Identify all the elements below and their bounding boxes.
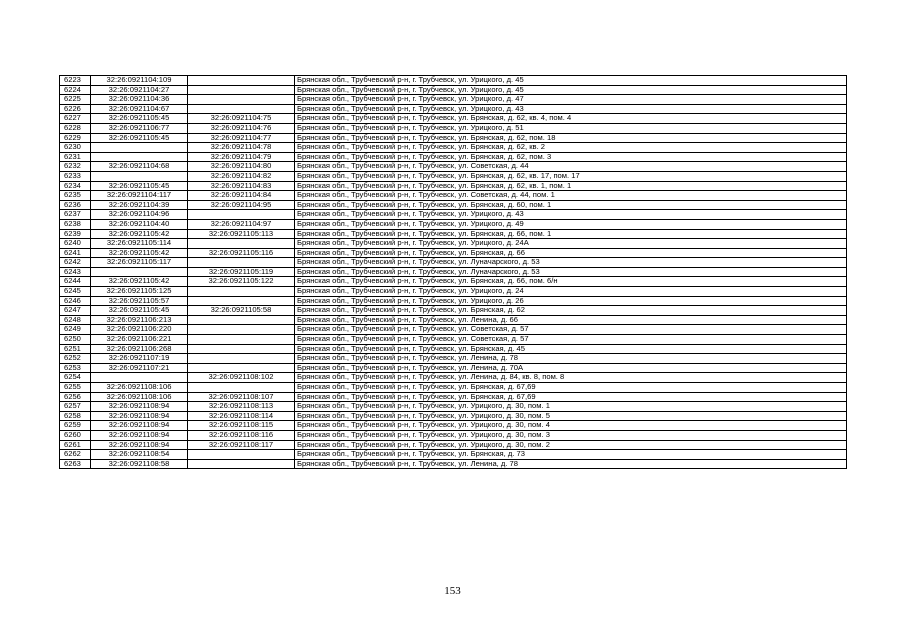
address-cell: Брянская обл., Трубчевский р-н, г. Трубчевск, ул. Брянская, д. 67,69: [295, 383, 847, 393]
parcel-cadastral-cell: 32:26:0921106:268: [91, 344, 188, 354]
object-cadastral-cell: [188, 95, 295, 105]
table-row: [60, 200, 847, 210]
row-number-cell: 6232: [60, 162, 91, 172]
row-number-cell: 6236: [60, 200, 91, 210]
table-row: [60, 239, 847, 249]
table-row: [60, 392, 847, 402]
address-cell: Брянская обл., Трубчевский р-н, г. Трубчевск, ул. Брянская, д. 62, кв. 1, пом. 1: [295, 181, 847, 191]
parcel-cadastral-cell: 32:26:0921106:213: [91, 315, 188, 325]
parcel-cadastral-cell: 32:26:0921106:221: [91, 335, 188, 345]
address-cell: Брянская обл., Трубчевский р-н, г. Трубчевск, ул. Урицкого, д. 47: [295, 95, 847, 105]
row-number-cell: 6259: [60, 421, 91, 431]
parcel-cadastral-cell: 32:26:0921108:106: [91, 383, 188, 393]
table-row: [60, 267, 847, 277]
table-row: [60, 363, 847, 373]
address-cell: Брянская обл., Трубчевский р-н, г. Трубчевск, ул. Брянская, д. 62: [295, 306, 847, 316]
row-number-cell: 6257: [60, 402, 91, 412]
parcel-cadastral-cell: 32:26:0921105:125: [91, 287, 188, 297]
row-number-cell: 6247: [60, 306, 91, 316]
parcel-cadastral-cell: 32:26:0921104:36: [91, 95, 188, 105]
row-number-cell: 6238: [60, 219, 91, 229]
table-row: [60, 152, 847, 162]
address-cell: Брянская обл., Трубчевский р-н, г. Трубчевск, ул. Урицкого, д. 24А: [295, 239, 847, 249]
row-number-cell: 6240: [60, 239, 91, 249]
address-cell: Брянская обл., Трубчевский р-н, г. Трубчевск, ул. Урицкого, д. 45: [295, 76, 847, 86]
parcel-cadastral-cell: 32:26:0921108:94: [91, 421, 188, 431]
object-cadastral-cell: 32:26:0921108:113: [188, 402, 295, 412]
row-number-cell: 6228: [60, 123, 91, 133]
address-cell: Брянская обл., Трубчевский р-н, г. Трубчевск, ул. Брянская, д. 67,69: [295, 392, 847, 402]
row-number-cell: 6225: [60, 95, 91, 105]
parcel-cadastral-cell: 32:26:0921105:45: [91, 181, 188, 191]
parcel-cadastral-cell: 32:26:0921105:42: [91, 277, 188, 287]
table-row: [60, 287, 847, 297]
object-cadastral-cell: [188, 76, 295, 86]
table-row: [60, 181, 847, 191]
object-cadastral-cell: 32:26:0921104:77: [188, 133, 295, 143]
parcel-cadastral-cell: 32:26:0921104:27: [91, 85, 188, 95]
address-cell: Брянская обл., Трубчевский р-н, г. Трубчевск, ул. Брянская, д. 62, кв. 4, пом. 4: [295, 114, 847, 124]
address-cell: Брянская обл., Трубчевский р-н, г. Трубчевск, ул. Урицкого, д. 30, пом. 4: [295, 421, 847, 431]
address-cell: Брянская обл., Трубчевский р-н, г. Трубчевск, ул. Урицкого, д. 26: [295, 296, 847, 306]
object-cadastral-cell: 32:26:0921104:82: [188, 171, 295, 181]
object-cadastral-cell: 32:26:0921105:119: [188, 267, 295, 277]
row-number-cell: 6231: [60, 152, 91, 162]
object-cadastral-cell: 32:26:0921108:114: [188, 411, 295, 421]
address-cell: Брянская обл., Трубчевский р-н, г. Трубчевск, ул. Урицкого, д. 30, пом. 3: [295, 430, 847, 440]
address-cell: Брянская обл., Трубчевский р-н, г. Трубчевск, ул. Брянская, д. 62, кв. 17, пом. 17: [295, 171, 847, 181]
object-cadastral-cell: 32:26:0921108:102: [188, 373, 295, 383]
parcel-cadastral-cell: [91, 267, 188, 277]
table-row: [60, 344, 847, 354]
parcel-cadastral-cell: 32:26:0921108:94: [91, 402, 188, 412]
address-cell: Брянская обл., Трубчевский р-н, г. Трубчевск, ул. Советская, д. 57: [295, 335, 847, 345]
object-cadastral-cell: [188, 354, 295, 364]
parcel-cadastral-cell: 32:26:0921107:21: [91, 363, 188, 373]
row-number-cell: 6258: [60, 411, 91, 421]
parcel-cadastral-cell: 32:26:0921105:42: [91, 229, 188, 239]
object-cadastral-cell: 32:26:0921105:113: [188, 229, 295, 239]
row-number-cell: 6245: [60, 287, 91, 297]
object-cadastral-cell: [188, 450, 295, 460]
table-row: [60, 440, 847, 450]
row-number-cell: 6260: [60, 430, 91, 440]
table-row: [60, 162, 847, 172]
table-body: [60, 76, 847, 469]
address-cell: Брянская обл., Трубчевский р-н, г. Трубчевск, ул. Ленина, д. 66: [295, 315, 847, 325]
row-number-cell: 6251: [60, 344, 91, 354]
object-cadastral-cell: 32:26:0921104:97: [188, 219, 295, 229]
object-cadastral-cell: [188, 104, 295, 114]
object-cadastral-cell: [188, 287, 295, 297]
address-cell: Брянская обл., Трубчевский р-н, г. Трубчевск, ул. Ленина, д. 84, кв. 8, пом. 8: [295, 373, 847, 383]
row-number-cell: 6252: [60, 354, 91, 364]
parcel-cadastral-cell: 32:26:0921108:94: [91, 411, 188, 421]
table-row: [60, 123, 847, 133]
address-cell: Брянская обл., Трубчевский р-н, г. Трубчевск, ул. Урицкого, д. 45: [295, 85, 847, 95]
object-cadastral-cell: [188, 335, 295, 345]
table-row: [60, 421, 847, 431]
parcel-cadastral-cell: 32:26:0921106:77: [91, 123, 188, 133]
row-number-cell: 6241: [60, 248, 91, 258]
table-row: [60, 104, 847, 114]
row-number-cell: 6249: [60, 325, 91, 335]
object-cadastral-cell: 32:26:0921108:117: [188, 440, 295, 450]
parcel-cadastral-cell: 32:26:0921108:58: [91, 459, 188, 469]
parcel-cadastral-cell: 32:26:0921105:45: [91, 306, 188, 316]
row-number-cell: 6253: [60, 363, 91, 373]
object-cadastral-cell: 32:26:0921108:115: [188, 421, 295, 431]
address-cell: Брянская обл., Трубчевский р-н, г. Трубчевск, ул. Урицкого, д. 30, пом. 5: [295, 411, 847, 421]
object-cadastral-cell: [188, 315, 295, 325]
table-row: [60, 430, 847, 440]
row-number-cell: 6243: [60, 267, 91, 277]
parcel-cadastral-cell: 32:26:0921104:68: [91, 162, 188, 172]
row-number-cell: 6263: [60, 459, 91, 469]
parcel-cadastral-cell: [91, 143, 188, 153]
address-cell: Брянская обл., Трубчевский р-н, г. Трубчевск, ул. Ленина, д. 78: [295, 459, 847, 469]
object-cadastral-cell: 32:26:0921104:80: [188, 162, 295, 172]
parcel-cadastral-cell: 32:26:0921104:40: [91, 219, 188, 229]
address-cell: Брянская обл., Трубчевский р-н, г. Трубчевск, ул. Ленина, д. 78: [295, 354, 847, 364]
object-cadastral-cell: 32:26:0921104:78: [188, 143, 295, 153]
address-cell: Брянская обл., Трубчевский р-н, г. Трубчевск, ул. Советская, д. 44, пом. 1: [295, 191, 847, 201]
row-number-cell: 6255: [60, 383, 91, 393]
address-cell: Брянская обл., Трубчевский р-н, г. Трубчевск, ул. Урицкого, д. 51: [295, 123, 847, 133]
row-number-cell: 6248: [60, 315, 91, 325]
object-cadastral-cell: 32:26:0921105:122: [188, 277, 295, 287]
table-row: [60, 219, 847, 229]
address-cell: Брянская обл., Трубчевский р-н, г. Трубчевск, ул. Урицкого, д. 30, пом. 2: [295, 440, 847, 450]
table-row: [60, 335, 847, 345]
parcel-cadastral-cell: 32:26:0921104:39: [91, 200, 188, 210]
parcel-cadastral-cell: 32:26:0921105:45: [91, 114, 188, 124]
parcel-cadastral-cell: 32:26:0921108:94: [91, 430, 188, 440]
row-number-cell: 6246: [60, 296, 91, 306]
object-cadastral-cell: [188, 383, 295, 393]
parcel-cadastral-cell: [91, 171, 188, 181]
address-cell: Брянская обл., Трубчевский р-н, г. Трубчевск, ул. Брянская, д. 66: [295, 248, 847, 258]
address-cell: Брянская обл., Трубчевский р-н, г. Трубчевск, ул. Урицкого, д. 24: [295, 287, 847, 297]
address-cell: Брянская обл., Трубчевский р-н, г. Трубчевск, ул. Брянская, д. 62, пом. 3: [295, 152, 847, 162]
parcel-cadastral-cell: 32:26:0921108:94: [91, 440, 188, 450]
row-number-cell: 6223: [60, 76, 91, 86]
page-number: 153: [444, 585, 461, 597]
object-cadastral-cell: [188, 325, 295, 335]
table-row: [60, 306, 847, 316]
table-row: [60, 248, 847, 258]
table-row: [60, 171, 847, 181]
object-cadastral-cell: 32:26:0921104:83: [188, 181, 295, 191]
table-row: [60, 133, 847, 143]
row-number-cell: 6250: [60, 335, 91, 345]
object-cadastral-cell: 32:26:0921105:116: [188, 248, 295, 258]
table-row: [60, 210, 847, 220]
object-cadastral-cell: [188, 258, 295, 268]
object-cadastral-cell: [188, 210, 295, 220]
object-cadastral-cell: 32:26:0921104:75: [188, 114, 295, 124]
row-number-cell: 6237: [60, 210, 91, 220]
row-number-cell: 6235: [60, 191, 91, 201]
parcel-cadastral-cell: [91, 373, 188, 383]
parcel-cadastral-cell: 32:26:0921105:117: [91, 258, 188, 268]
table-row: [60, 411, 847, 421]
row-number-cell: 6242: [60, 258, 91, 268]
parcel-cadastral-cell: 32:26:0921104:96: [91, 210, 188, 220]
address-cell: Брянская обл., Трубчевский р-н, г. Трубчевск, ул. Урицкого, д. 43: [295, 104, 847, 114]
address-cell: Брянская обл., Трубчевский р-н, г. Трубчевск, ул. Луначарского, д. 53: [295, 267, 847, 277]
object-cadastral-cell: 32:26:0921108:116: [188, 430, 295, 440]
cadastral-table: [59, 75, 847, 469]
parcel-cadastral-cell: 32:26:0921105:57: [91, 296, 188, 306]
object-cadastral-cell: [188, 344, 295, 354]
row-number-cell: 6254: [60, 373, 91, 383]
parcel-cadastral-cell: 32:26:0921105:114: [91, 239, 188, 249]
parcel-cadastral-cell: 32:26:0921104:67: [91, 104, 188, 114]
parcel-cadastral-cell: 32:26:0921105:45: [91, 133, 188, 143]
address-cell: Брянская обл., Трубчевский р-н, г. Трубчевск, ул. Луначарского, д. 53: [295, 258, 847, 268]
object-cadastral-cell: [188, 85, 295, 95]
row-number-cell: 6233: [60, 171, 91, 181]
parcel-cadastral-cell: 32:26:0921107:19: [91, 354, 188, 364]
table-row: [60, 325, 847, 335]
address-cell: Брянская обл., Трубчевский р-н, г. Трубчевск, ул. Ленина, д. 70А: [295, 363, 847, 373]
table-row: [60, 229, 847, 239]
row-number-cell: 6239: [60, 229, 91, 239]
object-cadastral-cell: 32:26:0921104:95: [188, 200, 295, 210]
table-row: [60, 402, 847, 412]
parcel-cadastral-cell: 32:26:0921108:54: [91, 450, 188, 460]
address-cell: Брянская обл., Трубчевский р-н, г. Трубчевск, ул. Брянская, д. 66, пом. 1: [295, 229, 847, 239]
object-cadastral-cell: 32:26:0921105:58: [188, 306, 295, 316]
object-cadastral-cell: [188, 363, 295, 373]
object-cadastral-cell: [188, 239, 295, 249]
table-row: [60, 95, 847, 105]
row-number-cell: 6244: [60, 277, 91, 287]
address-cell: Брянская обл., Трубчевский р-н, г. Трубчевск, ул. Брянская, д. 66, пом. 6/н: [295, 277, 847, 287]
parcel-cadastral-cell: 32:26:0921104:109: [91, 76, 188, 86]
address-cell: Брянская обл., Трубчевский р-н, г. Трубчевск, ул. Урицкого, д. 30, пом. 1: [295, 402, 847, 412]
parcel-cadastral-cell: 32:26:0921105:42: [91, 248, 188, 258]
row-number-cell: 6227: [60, 114, 91, 124]
object-cadastral-cell: 32:26:0921104:84: [188, 191, 295, 201]
table-row: [60, 143, 847, 153]
object-cadastral-cell: 32:26:0921104:79: [188, 152, 295, 162]
table-row: [60, 315, 847, 325]
address-cell: Брянская обл., Трубчевский р-н, г. Трубчевск, ул. Брянская, д. 62, кв. 2: [295, 143, 847, 153]
address-cell: Брянская обл., Трубчевский р-н, г. Трубчевск, ул. Советская, д. 57: [295, 325, 847, 335]
row-number-cell: 6230: [60, 143, 91, 153]
row-number-cell: 6261: [60, 440, 91, 450]
table-row: [60, 258, 847, 268]
object-cadastral-cell: 32:26:0921108:107: [188, 392, 295, 402]
row-number-cell: 6226: [60, 104, 91, 114]
address-cell: Брянская обл., Трубчевский р-н, г. Трубчевск, ул. Брянская, д. 73: [295, 450, 847, 460]
parcel-cadastral-cell: [91, 152, 188, 162]
address-cell: Брянская обл., Трубчевский р-н, г. Трубчевск, ул. Брянская, д. 60, пом. 1: [295, 200, 847, 210]
parcel-cadastral-cell: 32:26:0921108:106: [91, 392, 188, 402]
table-row: [60, 354, 847, 364]
table-row: [60, 373, 847, 383]
address-cell: Брянская обл., Трубчевский р-н, г. Трубчевск, ул. Урицкого, д. 43: [295, 210, 847, 220]
table-row: [60, 383, 847, 393]
table-row: [60, 296, 847, 306]
table-row: [60, 191, 847, 201]
parcel-cadastral-cell: 32:26:0921104:117: [91, 191, 188, 201]
address-cell: Брянская обл., Трубчевский р-н, г. Трубчевск, ул. Урицкого, д. 49: [295, 219, 847, 229]
address-cell: Брянская обл., Трубчевский р-н, г. Трубчевск, ул. Брянская, д. 45: [295, 344, 847, 354]
row-number-cell: 6256: [60, 392, 91, 402]
table-row: [60, 459, 847, 469]
row-number-cell: 6229: [60, 133, 91, 143]
object-cadastral-cell: 32:26:0921104:76: [188, 123, 295, 133]
table-row: [60, 277, 847, 287]
address-cell: Брянская обл., Трубчевский р-н, г. Трубчевск, ул. Советская, д. 44: [295, 162, 847, 172]
table-row: [60, 76, 847, 86]
object-cadastral-cell: [188, 459, 295, 469]
table-row: [60, 85, 847, 95]
row-number-cell: 6234: [60, 181, 91, 191]
table-row: [60, 450, 847, 460]
parcel-cadastral-cell: 32:26:0921106:220: [91, 325, 188, 335]
row-number-cell: 6262: [60, 450, 91, 460]
object-cadastral-cell: [188, 296, 295, 306]
row-number-cell: 6224: [60, 85, 91, 95]
address-cell: Брянская обл., Трубчевский р-н, г. Трубчевск, ул. Брянская, д. 62, пом. 18: [295, 133, 847, 143]
table-row: [60, 114, 847, 124]
